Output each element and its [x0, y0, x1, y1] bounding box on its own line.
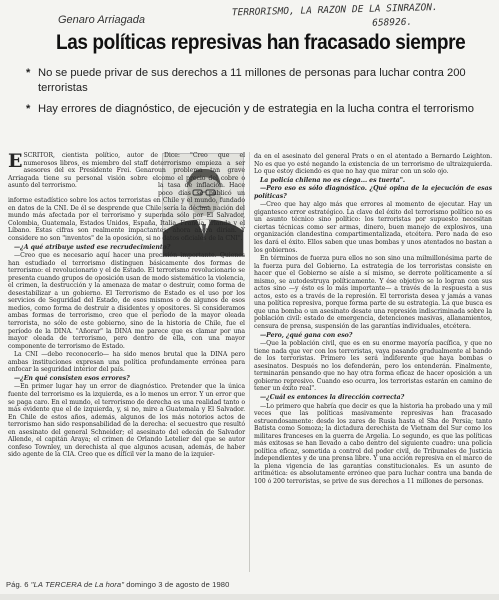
left-column-body [8, 152, 245, 459]
body-paragraph: La CNI —debo reconocerlo— ha sido menos brutal que la DINA pero ambas instituciones expresan una política profundamente errónea para enfocar la seguridad interior del país. [8, 351, 245, 374]
bullet-text: Hay errores de diagnóstico, de ejecución y de estrategia en la lucha contra el terrorismo [38, 103, 474, 115]
bullet-item [26, 102, 486, 117]
dropcap-letter: E [8, 150, 23, 172]
bullet-item [26, 66, 486, 96]
bullet-text: No se puede privar de sus derechos a 11 millones de personas para luchar contra 200 terroristas [38, 67, 466, 94]
interview-question: —¿Cuál es entonces la dirección correcta? [260, 393, 405, 401]
column-divider [249, 152, 250, 572]
page-footer [6, 580, 229, 589]
body-paragraph: —Lo primero que habría que decir es que la historia ha probado una y mil veces que las políticas masivamente represivas han fracasado estruendosamente: desde los zares de Rusia hasta el Sha de Persia; tanto Batista como Somoza; la dictadura derechista de Vietnam del Sur como los militares franceses en la guerra de Argelia. Lo segundo, es que las políticas más exitosas se han llevado a cabo dentro del siguiente cuadro: una policía política eficaz, sometida a control del poder civil, de Tribunales de Justicia independientes y de una prensa libre. Y una acción represiva en el marco de la plena vigencia de las garantías constitucionales. Es un asunto de aritmética: es absolutamente erróneo que para luchar contra una banda de 100 ó 200 terroristas, se prive de sus derechos a 11 millones de personas. [254, 402, 492, 485]
handwritten-note-line1: TERRORISMO, LA RAZON DE LA SINRAZON. [231, 2, 438, 19]
article-bullets [26, 66, 486, 123]
article-left-column [8, 152, 245, 460]
interview-question: —Pero eso es sólo diagnóstico. ¿Qué opina de la ejecución de esas políticas? [254, 185, 492, 200]
body-paragraph: —Creo que es necesario aquí hacer una precisión importante. Quienes han estudiado el terrorismo distinguen básicamente dos formas de terrorismo: el revolucionario y el de Estado. El terrorismo revolucionario se presenta cuando grupos de oposición usan de modo sistemático la violencia, el crimen, la destrucción y la amenaza de matar o destruir, como forma de desestabilizar a un gobierno. El Terrorismo de Estado es el uso por los servicios de Seguridad del Estado, de esos mismos o de algunos de esos medios, como forma de destruir a disidentes y opositores. Si consideramos ambas formas de terrorismo, creo que el período de la mayor oleada terrorista, no sólo de este gobierno, sino de la historia de Chile, fue el período de la DINA. "Añorar" la DINA me parece que es clamar por una mayor oleada de terrorismo, pero dentro de ella, con una mayor componente de terrorismo de Estado. [8, 252, 245, 350]
body-paragraph: Dice: "Creo que el terrorismo empieza a ser un problema tan grave como el precio del cobre o la tasa de inflación. Hace poco días se publicó un informe estadístico sobre los actos terroristas en Chile y el mundo, fundado en datos de la CNI. De él se desprende que Chile sería la décima nación del mundo más afectada por el terrorismo y superada sólo por El Salvador, Colombia, Guatemala, Estados Unidos, España, Italia, Francia, Irlanda y el Líbano. Estas cifras son realmente impactantes, ahora ahora dirían. Y considere no son "inventos" de la oposición, si no datos oficiales de la CNI". [8, 152, 245, 243]
interview-question: —¿En qué consisten esos errores? [14, 374, 130, 382]
body-paragraph: —Que la población civil, que es en su enorme mayoría pacífica, y que no tiene nada que ver con los terroristas, vaya pasando gradualmente al bando de los terroristas. Primero les será indiferente que haya bombas o asesinatos. Después no los defenderán, pero los entenderán. Finalmente, terminarán pensando que no hay otra forma eficaz de hacer oposición a un gobierno represivo. Cuando eso ocurra, los terroristas estarán en camino de tener un éxito real". [254, 340, 492, 393]
interview-question: —¿A qué atribuye usted ese recrudecimiento? [14, 243, 171, 251]
body-paragraph: —En primer lugar hay un error de diagnóstico. Pretender que la única fuente del terrorismo es la izquierda, es a lo menos un error. Y un error que se paga caro. En el mundo, el terrorismo de derecha es una realidad tanto o más evidente que el de izquierda, y, si no, mire a Guatemala y El Salvador. En Chile de estos años, además, algunos de los más notorios actos de terrorismo han sido responsabilidad de la derecha: el secuestro que resultó en asesinato del general Schneider; el asesinato del edecán de Salvador Allende, el capitán Araya; el crimen de Orlando Letelier del que se autor confeso Townley, un derechista al que algunos acusan, además, de haber sido agente de la CIA. Creo que es difícil ver la mano de la izquier- [8, 383, 245, 459]
article-headline: Las políticas represivas han fracasado siempre [56, 31, 466, 55]
footer-publication: "LA TERCERA de La hora" [30, 580, 125, 589]
body-paragraph: —Creo que hay algo más que errores al momento de ejecutar. Hay un gigantesco error estratégico. La clave del éxito del terrorismo político no es un asunto técnico sino político: los terroristas por supuesto necesitan ciertas técnicas como ser armas, dinero, buen manejo de explosivos, una organización clandestina compartimentalizada, etcétera. Pero nada de eso les dará el éxito. Ellos saben que unas bombas y unos atentados no bastan a los gobiernos. [254, 201, 492, 254]
handwritten-note [232, 1, 493, 33]
body-paragraph: da en el asesinato del general Prats o en el atentado a Bernardo Leighton. No es que yo esté negando la existencia de un terrorismo de ultraizquierda. Lo que estoy diciendo es que no hay que mirar con un solo ojo. [254, 153, 492, 176]
body-paragraph: En términos de fuerza pura ellos no son sino una milmillonésima parte de la fuerza pura del Gobierno. La estrategia de los terroristas consiste en hacer que el Gobierno se aísle a sí mismo, se derrote políticamente a sí mismo, se autodestruya políticamente. Y ése objetivo se lo logran con sus actos sino —y ésto es lo más importante— a través de la respuesta a sus actos, esto es a través de la represión. El terrorista desea y jamás a vanas una política represiva, porque forma parte de su estrategia. La que busca es que una bomba o un asesinato desate una represión indiscriminada sobre la población civil: estado de emergencia, detenciones masivas, allanamientos, censura de prensa, suspensión de las garantías individuales, etcétera. [254, 255, 492, 331]
intro-text: SCRITOR, cientista político, autor de numerosos libros, es miembro del staff de asesores del ex Presidente Frei. Genaro Arriagada tiene su personal visión sobre el asunto del terrorismo. [8, 152, 158, 190]
interview-question: —Pero, ¿qué gana con eso? [260, 331, 353, 339]
scan-bottom-edge [0, 594, 499, 600]
bullet-star-icon: * [26, 103, 31, 115]
article-author: Genaro Arriagada [58, 14, 146, 26]
footer-date: domingo 3 de agosto de 1980 [126, 580, 230, 589]
bullet-star-icon: * [26, 67, 31, 79]
handwritten-note-line2: 658926. [372, 16, 413, 29]
pull-quote: La policía chilena no es ciega... es tuerta". [260, 176, 405, 184]
left-column-intro [8, 152, 158, 191]
footer-page-number: Pág. 6 [6, 580, 29, 589]
article-right-column [254, 153, 492, 487]
